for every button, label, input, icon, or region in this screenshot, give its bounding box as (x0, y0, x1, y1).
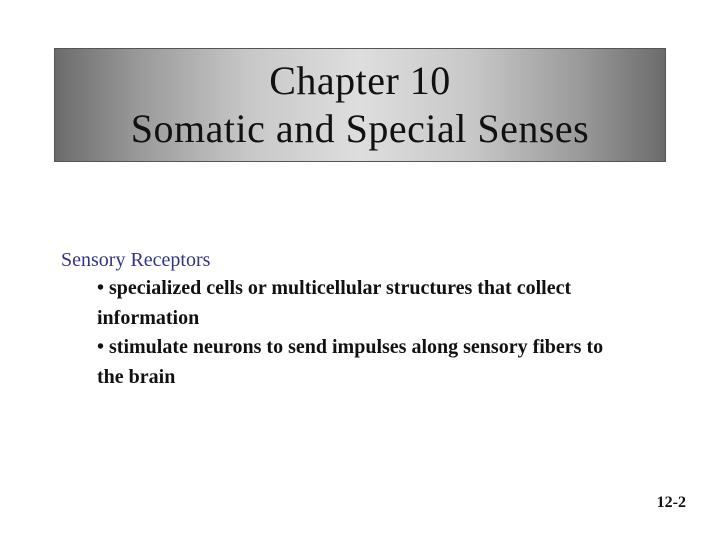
slide-title-line-1: Chapter 10 (269, 58, 451, 103)
title-banner (54, 48, 666, 162)
bullet-item: • stimulate neurons to send impulses along sensory fibers to the brain (97, 336, 604, 388)
slide-number: 12-2 (656, 494, 686, 511)
section-heading: Sensory Receptors (61, 249, 211, 271)
slide-title-line-2: Somatic and Special Senses (130, 106, 590, 151)
bullet-item: • specialized cells or multicellular structures that collect information (97, 277, 572, 329)
slide-body (61, 246, 661, 392)
